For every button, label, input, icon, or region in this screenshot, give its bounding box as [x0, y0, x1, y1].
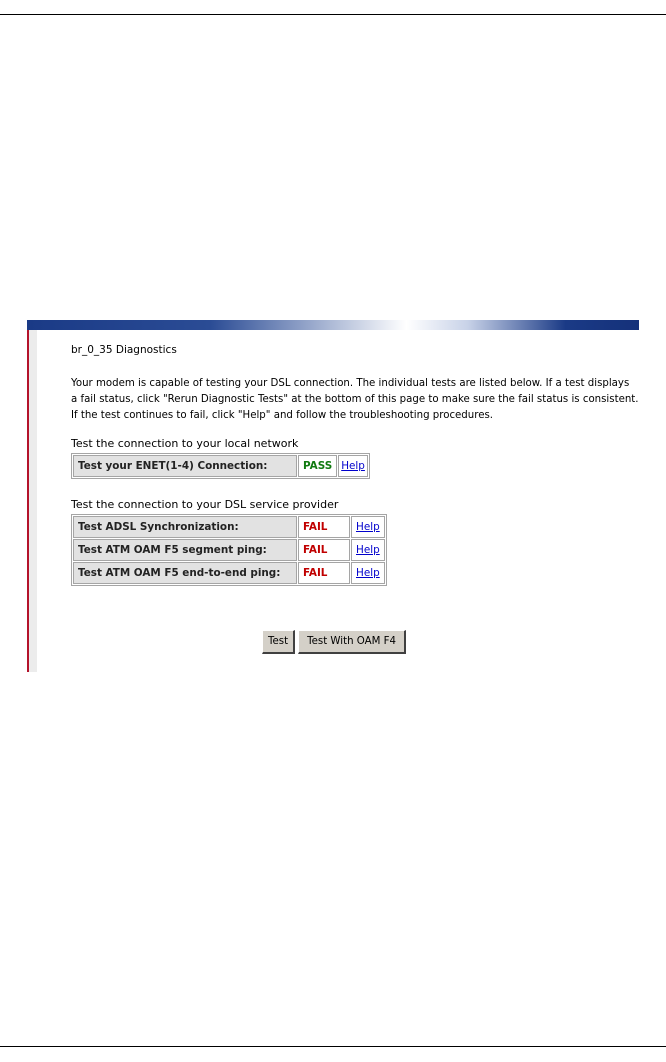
table-row — [73, 516, 385, 538]
local-network-table — [71, 453, 370, 479]
page-title: br_0_35 Diagnostics — [71, 344, 177, 356]
help-cell — [351, 516, 385, 538]
diagnostics-screenshot — [27, 320, 639, 672]
dsl-provider-heading: Test the connection to your DSL service provider — [71, 498, 339, 511]
help-link[interactable]: Help — [356, 567, 380, 579]
page-top-rule — [0, 14, 666, 15]
button-bar — [262, 630, 406, 654]
test-result-fail: FAIL — [298, 562, 350, 584]
help-cell — [351, 562, 385, 584]
intro-line: a fail status, click "Rerun Diagnostic Tests" at the bottom of this page to make sure the fail status is consistent. — [71, 394, 639, 405]
help-link[interactable]: Help — [356, 521, 380, 533]
table-row — [73, 562, 385, 584]
help-cell — [351, 539, 385, 561]
left-gutter — [29, 330, 37, 672]
test-button[interactable]: Test — [262, 630, 295, 654]
intro-line: If the test continues to fail, click "Help" and follow the troubleshooting procedures. — [71, 410, 494, 421]
help-link[interactable]: Help — [341, 460, 365, 472]
intro-line: Your modem is capable of testing your DSL connection. The individual tests are listed below. If a test displays — [71, 378, 630, 389]
test-name: Test your ENET(1-4) Connection: — [73, 455, 297, 477]
test-result-fail: FAIL — [298, 539, 350, 561]
test-result-fail: FAIL — [298, 516, 350, 538]
header-banner — [27, 320, 639, 330]
test-name: Test ATM OAM F5 end-to-end ping: — [73, 562, 297, 584]
dsl-provider-table — [71, 514, 387, 586]
table-row — [73, 539, 385, 561]
test-result-pass: PASS — [298, 455, 337, 477]
local-network-heading: Test the connection to your local network — [71, 437, 299, 450]
test-name: Test ADSL Synchronization: — [73, 516, 297, 538]
table-row — [73, 455, 368, 477]
intro-text — [71, 376, 639, 424]
help-cell — [338, 455, 368, 477]
test-with-oam-f4-button[interactable]: Test With OAM F4 — [298, 630, 406, 654]
help-link[interactable]: Help — [356, 544, 380, 556]
test-name: Test ATM OAM F5 segment ping: — [73, 539, 297, 561]
page-bottom-rule — [0, 1046, 666, 1047]
diagnostics-content — [71, 342, 639, 604]
